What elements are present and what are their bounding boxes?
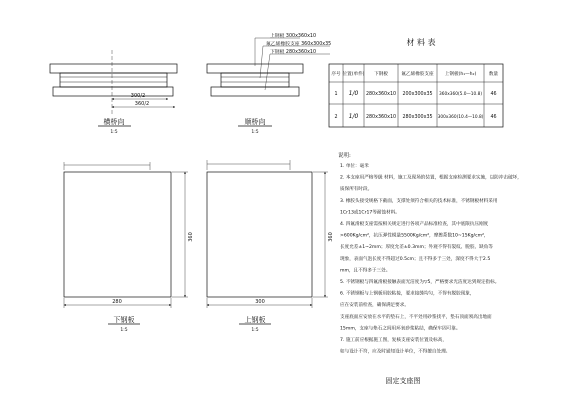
transverse-view bbox=[50, 50, 177, 135]
notes-line: 长度允差±1~2mm；厚度允差±0.3mm；外观不得有裂纹、脱胶、缺角等 bbox=[340, 245, 493, 251]
row1-index: 1 bbox=[334, 92, 338, 97]
dim-bottom-label: 360/2 bbox=[134, 101, 150, 107]
header-bearing-pad: 氟乙烯橡胶支座 bbox=[401, 72, 434, 77]
notes-block bbox=[338, 151, 522, 355]
material-table bbox=[329, 37, 503, 127]
header-upper-plate: 上钢板(h₁—h₂) bbox=[444, 72, 477, 77]
row2-upper-plate: 300x360(10.4—10.8) bbox=[437, 115, 484, 120]
view-scale-transverse: 1:5 bbox=[110, 130, 118, 135]
drawing-title: 固定支座图 bbox=[385, 377, 421, 385]
header-quantity: 数量 bbox=[488, 72, 499, 77]
row2-index: 2 bbox=[334, 115, 338, 120]
row1-position: 1/0 bbox=[348, 90, 359, 97]
lower-plate-height: 360 bbox=[188, 232, 194, 242]
row2-lower-plate: 280x360x10 bbox=[365, 115, 397, 120]
row1-quantity: 46 bbox=[490, 92, 497, 97]
upper-plate-outline bbox=[207, 172, 312, 297]
row1-upper-plate: 360x360(5.0—10.8) bbox=[439, 92, 482, 97]
row2-quantity: 46 bbox=[490, 115, 497, 120]
notes-line: 1. 单位：毫米 bbox=[340, 164, 369, 169]
lower-plate-section bbox=[53, 87, 173, 96]
notes-line: 如与设计不符，应及时通知设计单位，不得擅自处理。 bbox=[340, 349, 451, 355]
header-index: 序号 bbox=[331, 72, 341, 77]
notes-line: 7. 施工前应根据施工图，复核支座安装位置及标高， bbox=[340, 338, 447, 343]
notes-line: 1Cr13或1Cr17等耐蚀材料。 bbox=[340, 210, 400, 216]
view-label-upper-plate: 上钢板 bbox=[244, 316, 266, 324]
notes-line: mm，且不得多于三处。 bbox=[340, 268, 391, 274]
callout-bearing-pad: 氟乙烯橡胶支座 360x300x35 bbox=[266, 42, 332, 47]
notes-line: 5. 不锈钢板与四氟滑板接触表面光洁度为▽5，严格要求光洁度达到规定指标。 bbox=[340, 280, 500, 285]
upper-plate-section bbox=[50, 64, 177, 73]
lower-plate-plan bbox=[64, 162, 194, 333]
notes-line: 4. 四氟滑板支座需按相关规定进行各项产品标准检查，其中底限抗压刚度 bbox=[340, 222, 489, 227]
table-title: 材 料 表 bbox=[406, 38, 436, 47]
notes-line: 应在安装前检查，确保满足要求。 bbox=[340, 303, 409, 309]
notes-line: 现象，表面气泡长度不得超过0.5cm；且不得多于三处，深度不得大于2.5 bbox=[340, 256, 491, 262]
view-scale-lower-plate: 1:5 bbox=[120, 328, 128, 333]
notes-line: 15mm，支座与垫石之间用环氧砂浆粘结，确保牢固可靠。 bbox=[340, 326, 461, 332]
notes-line: 3. 橡胶头接受规格下截面，支撑处须符合相关的技术标准，不锈钢板材料采用 bbox=[340, 198, 498, 204]
bearing-pad-side bbox=[221, 73, 289, 87]
notes-lines bbox=[340, 162, 522, 355]
notes-line: 质保所有时段。 bbox=[340, 187, 373, 193]
lower-plate-width: 280 bbox=[112, 299, 122, 305]
view-label-transverse: 横桥向 bbox=[103, 118, 125, 126]
dim-top-label: 300/2 bbox=[130, 93, 146, 99]
notes-line: 支座底面应安放在水平的垫石上，不平处用砂浆找平，垫石顶面须高出地面 bbox=[340, 314, 492, 320]
notes-line: 2. 本支座用严格等级 材料，施工及现场的装置，根据支座检测要求实施，以防冲击破坏， bbox=[340, 175, 522, 181]
notes-line: 6. 不锈钢板与上钢板用胶粘接，要求接缝均匀，不得有脱胶现象， bbox=[340, 291, 475, 297]
header-lower-plate: 下钢板 bbox=[374, 72, 388, 77]
notes-heading: 说明: bbox=[338, 153, 351, 159]
view-label-lower-plate: 下钢板 bbox=[113, 316, 135, 324]
row1-bearing-pad: 200x300x35 bbox=[402, 92, 433, 97]
view-scale-longitudinal: 1:5 bbox=[251, 130, 259, 135]
row2-position: 1/0 bbox=[348, 113, 359, 120]
bearing-pad-section bbox=[60, 73, 167, 87]
notes-line: >600Kg/cm²，抗压弹性模量5500Kg/cm²，摩擦系数10~15Kg/cm²， bbox=[340, 233, 489, 239]
callout-lower-plate: 下钢板 280x360x10 bbox=[270, 50, 317, 55]
upper-plate-height: 360 bbox=[328, 232, 334, 242]
view-scale-upper-plate: 1:5 bbox=[251, 328, 259, 333]
row1-lower-plate: 280x360x10 bbox=[365, 92, 397, 97]
callout-upper-plate: 上钢板 300x360x10 bbox=[270, 34, 317, 39]
header-position: 位置(单件) bbox=[342, 72, 365, 77]
longitudinal-view bbox=[207, 32, 331, 135]
upper-plate-plan bbox=[207, 160, 334, 333]
upper-plate-width: 300 bbox=[255, 299, 265, 305]
view-label-longitudinal: 顺桥向 bbox=[244, 118, 266, 126]
row2-bearing-pad: 280x300x35 bbox=[402, 115, 433, 120]
lower-plate-outline bbox=[64, 172, 171, 297]
lower-plate-side bbox=[211, 87, 299, 96]
